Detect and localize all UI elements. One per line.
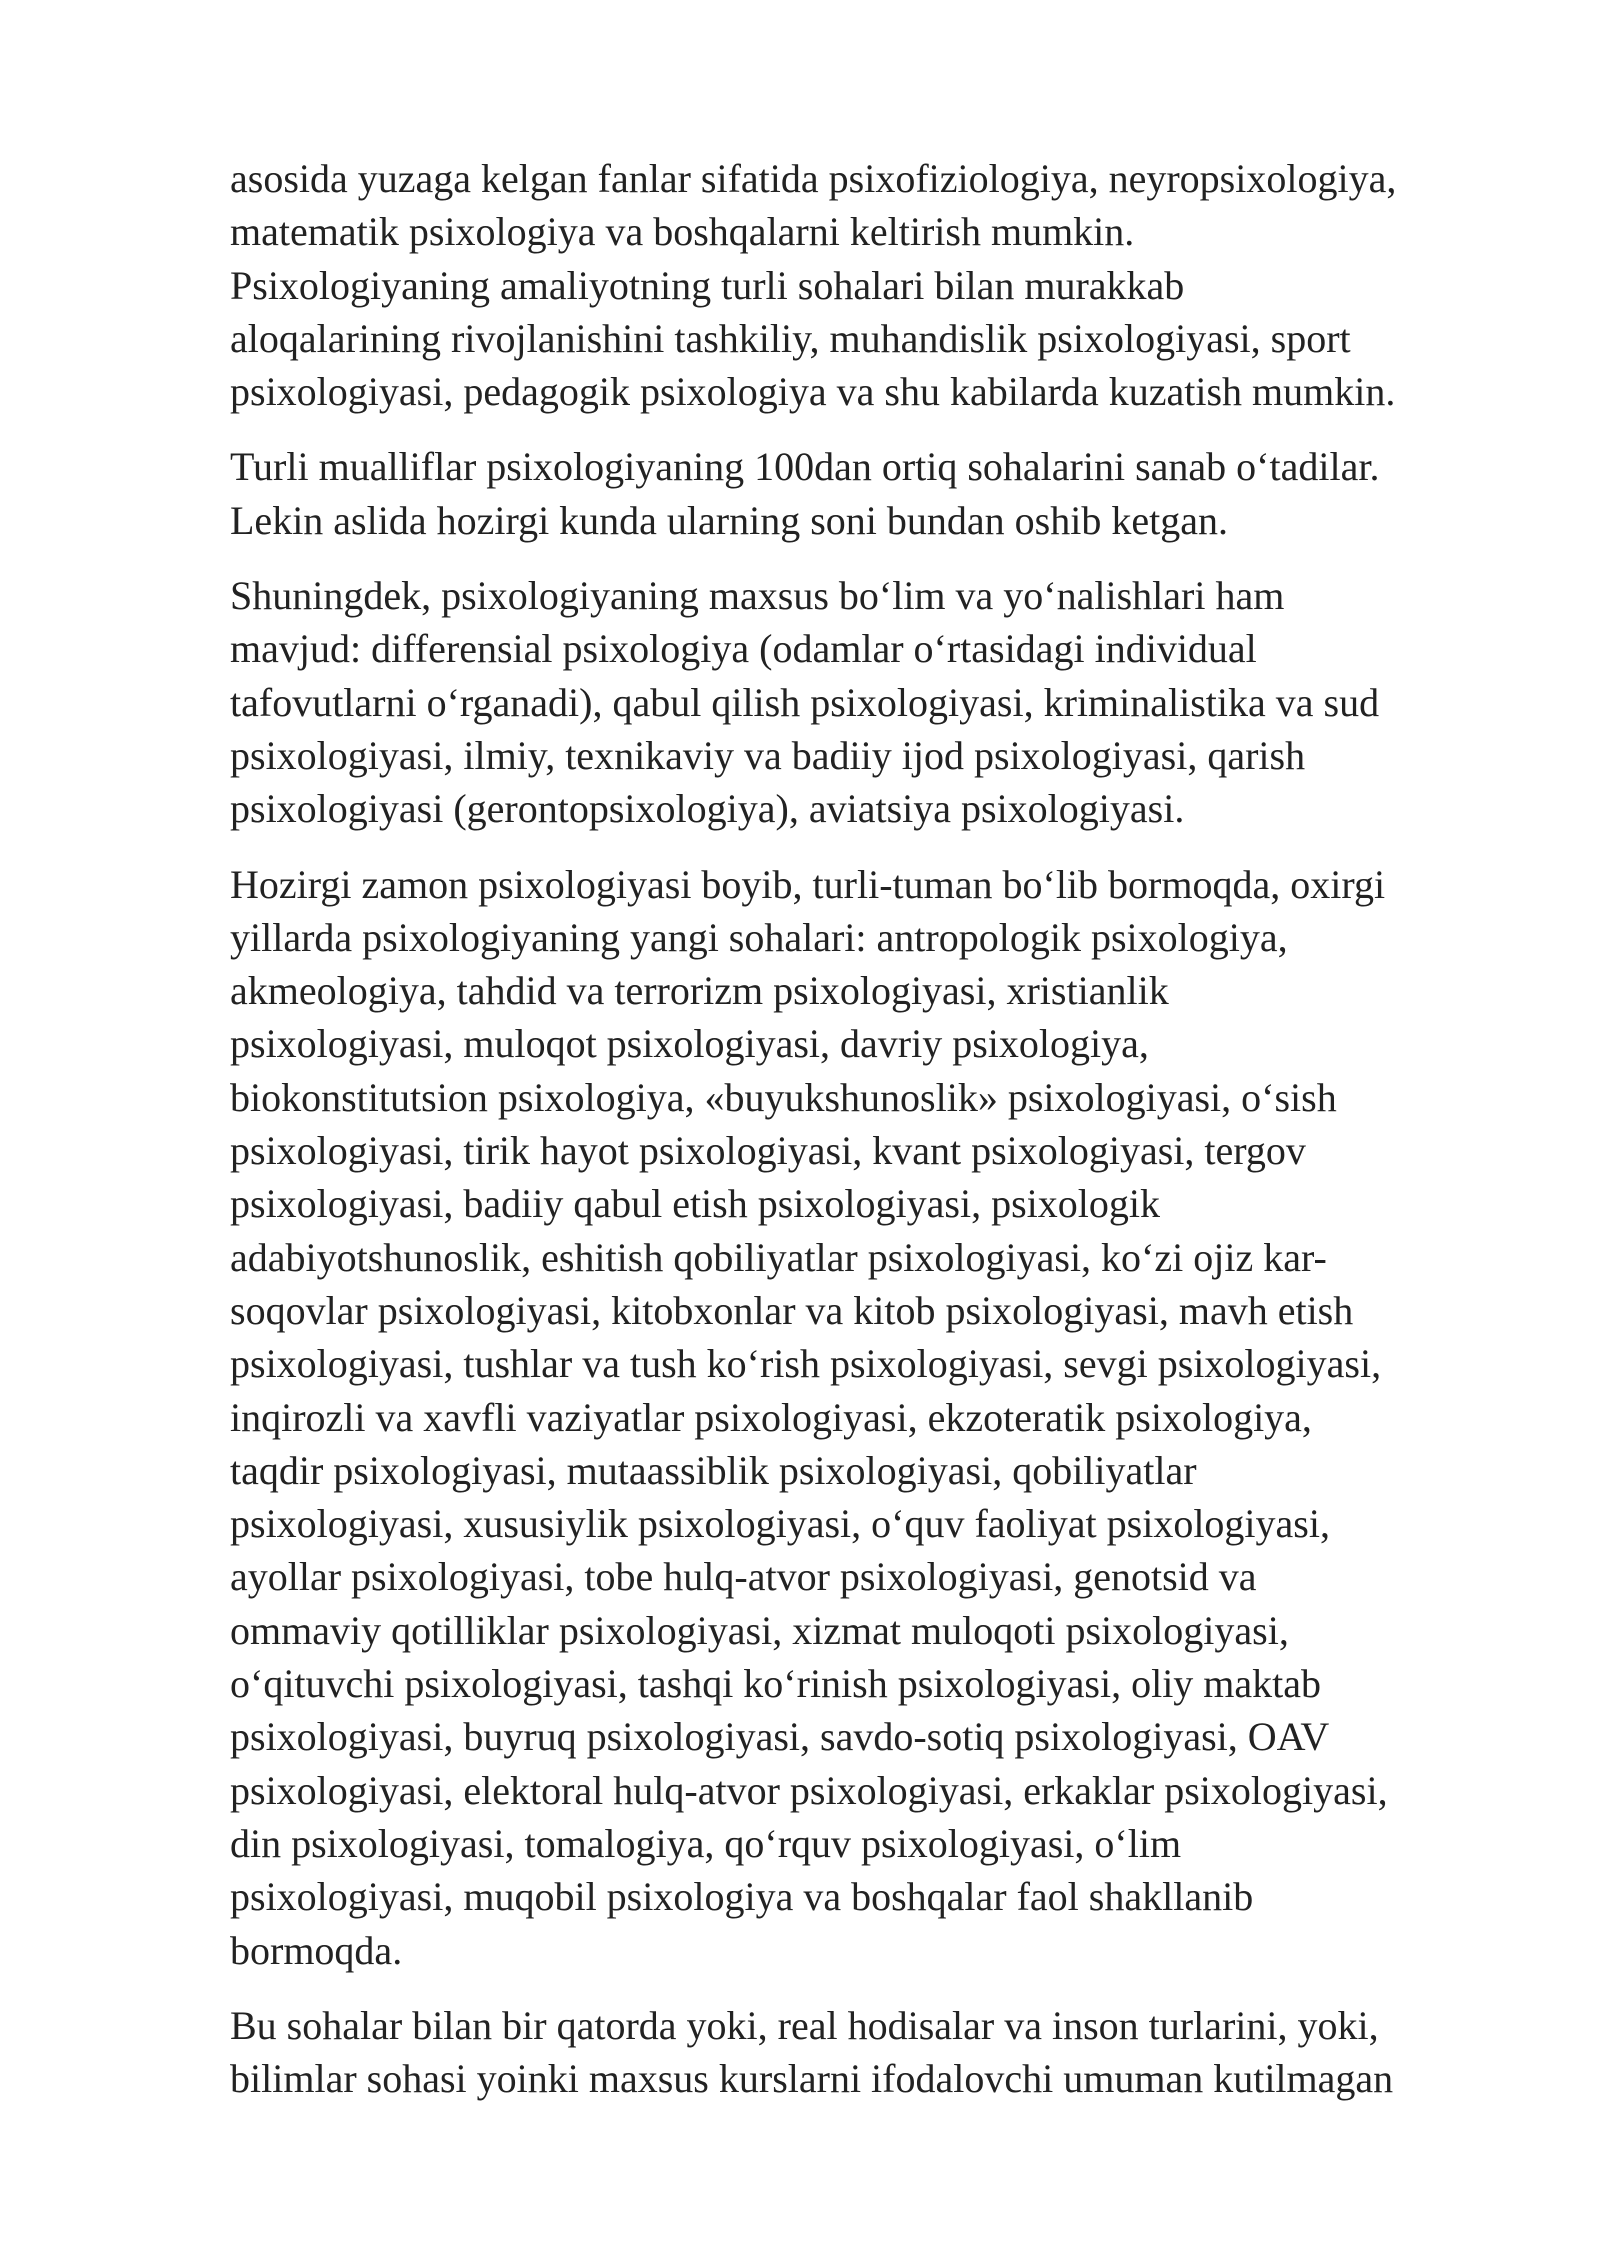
text-line: psixologiyasi, muqobil psixologiya va boshqalar faol shakllanib (230, 1874, 1254, 1920)
text-line: tafovutlarni o‘rganadi), qabul qilish psixologiyasi, kriminalistika va sud (230, 679, 1380, 725)
text-line: Shuningdek, psixologiyaning maxsus bo‘lim va yo‘nalishlari ham (230, 573, 1285, 619)
text-line: bilimlar sohasi yoinki maxsus kurslarni ifodalovchi umuman kutilmagan (230, 2056, 1394, 2102)
text-line: bormoqda. (230, 1927, 403, 1973)
text-line: Psixologiyaning amaliyotning turli sohalari bilan murakkab (230, 262, 1185, 308)
paragraph-5 (230, 1999, 1530, 2106)
text-line: psixologiyasi, ilmiy, texnikaviy va badiiy ijod psixologiyasi, qarish (230, 732, 1306, 778)
text-line: yillarda psixologiyaning yangi sohalari: antropologik psixologiya, (230, 914, 1288, 960)
text-line: psixologiyasi, tirik hayot psixologiyasi, kvant psixologiyasi, tergov (230, 1128, 1306, 1174)
text-line: psixologiyasi, xususiylik psixologiyasi, o‘quv faoliyat psixologiyasi, (230, 1501, 1330, 1547)
text-line: akmeologiya, tahdid va terrorizm psixologiyasi, xristianlik (230, 968, 1169, 1014)
text-line: psixologiyasi, elektoral hulq-atvor psixologiyasi, erkaklar psixologiyasi, (230, 1767, 1388, 1813)
text-line: soqovlar psixologiyasi, kitobxonlar va kitob psixologiyasi, mavh etish (230, 1287, 1354, 1333)
text-line: ommaviy qotilliklar psixologiyasi, xizmat muloqoti psixologiyasi, (230, 1607, 1289, 1653)
paragraph-1 (230, 152, 1530, 418)
text-line: din psixologiyasi, tomalogiya, qo‘rquv psixologiyasi, o‘lim (230, 1820, 1182, 1866)
text-line: Turli mualliflar psixologiyaning 100dan ortiq sohalarini sanab o‘tadilar. (230, 444, 1380, 490)
text-line: psixologiyasi, tushlar va tush ko‘rish psixologiyasi, sevgi psixologiyasi, (230, 1341, 1382, 1387)
text-line: psixologiyasi, muloqot psixologiyasi, davriy psixologiya, (230, 1021, 1149, 1067)
text-line: biokonstitutsion psixologiya, «buyukshunoslik» psixologiyasi, o‘sish (230, 1074, 1337, 1120)
paragraph-2 (230, 440, 1530, 547)
text-line: adabiyotshunoslik, eshitish qobiliyatlar psixologiyasi, ko‘zi ojiz kar- (230, 1234, 1327, 1280)
text-line: taqdir psixologiyasi, mutaassiblik psixologiyasi, qobiliyatlar (230, 1447, 1197, 1493)
text-line: psixologiyasi (gerontopsixologiya), aviatsiya psixologiyasi. (230, 786, 1185, 832)
paragraph-4 (230, 858, 1530, 1977)
text-line: asosida yuzaga kelgan fanlar sifatida psixofiziologiya, neyropsixologiya, (230, 156, 1397, 201)
text-line: Lekin aslida hozirgi kunda ularning soni bundan oshib ketgan. (230, 497, 1228, 543)
text-line: psixologiyasi, pedagogik psixologiya va shu kabilarda kuzatish mumkin. (230, 369, 1396, 415)
text-line: inqirozli va xavfli vaziyatlar psixologiyasi, ekzoteratik psixologiya, (230, 1394, 1312, 1440)
text-line: o‘qituvchi psixologiyasi, tashqi ko‘rinish psixologiyasi, oliy maktab (230, 1661, 1322, 1707)
text-line: Bu sohalar bilan bir qatorda yoki, real hodisalar va inson turlarini, yoki, (230, 2002, 1379, 2048)
text-line: psixologiyasi, badiiy qabul etish psixologiyasi, psixologik (230, 1181, 1160, 1227)
paragraph-3 (230, 569, 1530, 835)
text-line: Hozirgi zamon psixologiyasi boyib, turli-tuman bo‘lib bormoqda, oxirgi (230, 861, 1386, 907)
text-line: psixologiyasi, buyruq psixologiyasi, savdo-sotiq psixologiyasi, OAV (230, 1714, 1330, 1760)
text-line: matematik psixologiya va boshqalarni keltirish mumkin. (230, 209, 1135, 255)
text-line: ayollar psixologiyasi, tobe hulq-atvor psixologiyasi, genotsid va (230, 1554, 1257, 1600)
text-line: aloqalarining rivojlanishini tashkiliy, muhandislik psixologiyasi, sport (230, 315, 1351, 361)
document-body (230, 152, 1530, 2127)
text-line: mavjud: differensial psixologiya (odamlar o‘rtasidagi individual (230, 626, 1257, 672)
